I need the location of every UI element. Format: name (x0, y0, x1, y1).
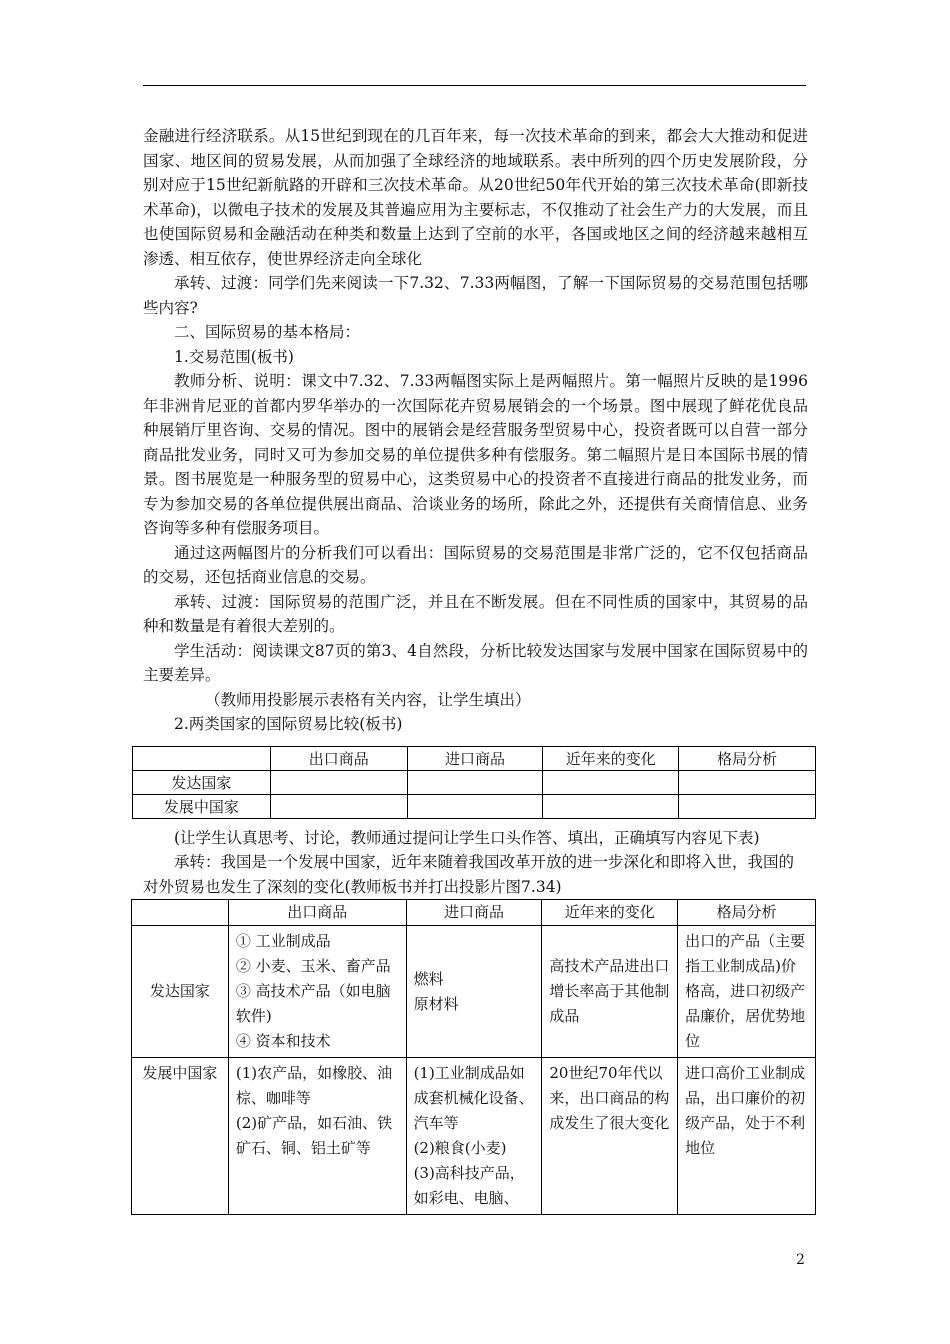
row-label: 发达国家 (132, 926, 229, 1058)
export-cell (228, 1058, 406, 1215)
header-cell: 格局分析 (678, 900, 816, 926)
note: 承转：我国是一个发展中国家，近年来随着我国改革开放的进一步深化和即将入世，我国的对外贸易也发生了深刻的变化(教师板书并打出投影片图7.34) (143, 853, 795, 896)
table-header-row (133, 747, 816, 771)
import-cell (406, 1058, 542, 1215)
table-header-row (132, 900, 816, 926)
body-text (143, 124, 808, 737)
header-cell: 出口商品 (228, 900, 406, 926)
list-item: (1)工业制成品如成套机械化设备、汽车等 (413, 1064, 534, 1132)
paragraph: （教师用投影展示表格有关内容，让学生填出） (205, 690, 531, 709)
subheading: 2.两类国家的国际贸易比较(板书) (174, 715, 403, 733)
comparison-table (131, 899, 816, 1215)
paragraph: 承转、过渡：国际贸易的范围广泛，并且在不断发展。但在不同性质的国家中，其贸易的品种和数量是有着很大差别的。 (143, 592, 808, 635)
section-heading: 二、国际贸易的基本格局： (174, 323, 361, 341)
page-number: 2 (796, 1252, 805, 1268)
header-rule (143, 85, 806, 86)
paragraph: 通过这两幅图片的分析我们可以看出：国际贸易的交易范围是非常广泛的，它不仅包括商品的交易，还包括商业信息的交易。 (143, 543, 808, 586)
table-row (133, 795, 816, 819)
paragraph: 金融进行经济联系。从15世纪到现在的几百年来，每一次技术革命的到来，都会大大推动和促进国家、地区间的贸易发展，从而加强了全球经济的地域联系。表中所列的四个历史发展阶段，分别对应于15世纪新航路的开辟和三次技术革命。从20世纪50年代开始的第三次技术革命(即新技术革命)，以微电子技术的发展及其普遍应用为主要标志，不仅推动了社会生产力的大发展，而且也使国际贸易和金融活动在种类和数量上达到了空前的水平，各国或地区之间的经济越来越相互渗透、相互依存，使世界经济走向全球化 (143, 127, 808, 268)
header-cell: 近年来的变化 (543, 747, 679, 771)
table-row (132, 926, 816, 1058)
list-item: ③ 高技术产品（如电脑软件) (235, 982, 391, 1025)
analysis-cell: 进口高价工业制成品，出口廉价的初级产品，处于不利地位 (678, 1058, 816, 1215)
comparison-table-blank (132, 746, 816, 819)
row-label: 发达国家 (133, 771, 271, 795)
table-row (133, 771, 816, 795)
analysis-cell: 出口的产品（主要指工业制成品)价格高，进口初级产品廉价，居优势地位 (678, 926, 816, 1058)
subheading: 1.交易范围(板书) (174, 347, 294, 366)
paragraph: 教师分析、说明：课文中7.32、7.33两幅图实际上是两幅照片。第一幅照片反映的是1996年非洲肯尼亚的首都内罗华举办的一次国际花卉贸易展销会的一个场景。图中展现了鲜花优良品种展销厅里咨询、交易的情况。图中的展销会是经营服务型贸易中心，投资者既可以自营一部分商品批发业务，同时又可为参加交易的单位提供多种有偿服务。第二幅照片是日本国际书展的情景。图书展览是一种服务型的贸易中心，这类贸易中心的投资者不直接进行商品的批发业务，而专为参加交易的各单位提供展出商品、洽谈业务的场所，除此之外，还提供有关商情信息、业务咨询等多种有偿服务项目。 (143, 372, 808, 537)
header-cell: 进口商品 (406, 900, 542, 926)
list-item: ② 小麦、玉米、畜产品 (235, 957, 391, 975)
header-cell: 格局分析 (679, 747, 816, 771)
export-cell (228, 926, 406, 1058)
row-label: 发展中国家 (133, 795, 271, 819)
header-cell: 进口商品 (407, 747, 543, 771)
list-item: (2)粮食(小麦) (413, 1139, 507, 1157)
header-cell (133, 747, 271, 771)
paragraph: 学生活动：阅读课文87页的第3、4自然段，分析比较发达国家与发展中国家在国际贸易中的主要差异。 (143, 641, 808, 684)
header-cell: 近年来的变化 (542, 900, 678, 926)
list-item: (3)高科技产品，如彩电、电脑、 (413, 1164, 525, 1207)
list-item: (2)矿产品，如石油、铁矿石、铜、铝土矿等 (235, 1114, 393, 1157)
paragraph: 承转、过渡：同学们先来阅读一下7.32、7.33两幅图，了解一下国际贸易的交易范围包括哪些内容? (143, 274, 808, 317)
change-cell: 高技术产品进出口增长率高于其他制成品 (542, 926, 678, 1058)
list-item: 原材料 (413, 994, 459, 1013)
list-item: ① 工业制成品 (235, 932, 331, 950)
row-label: 发展中国家 (132, 1058, 229, 1215)
list-item: (1)农产品，如橡胶、油棕、咖啡等 (235, 1064, 393, 1107)
note: (让学生认真思考、讨论，教师通过提问让学生口头作答、填出，正确填写内容见下表) (174, 829, 760, 847)
table-row (132, 1058, 816, 1215)
header-cell (132, 900, 229, 926)
header-cell: 出口商品 (270, 747, 407, 771)
change-cell: 20世纪70年代以来，出口商品的构成发生了很大变化 (542, 1058, 678, 1215)
import-cell (406, 926, 542, 1058)
list-item: 燃料 (413, 969, 444, 988)
list-item: ④ 资本和技术 (235, 1032, 331, 1050)
